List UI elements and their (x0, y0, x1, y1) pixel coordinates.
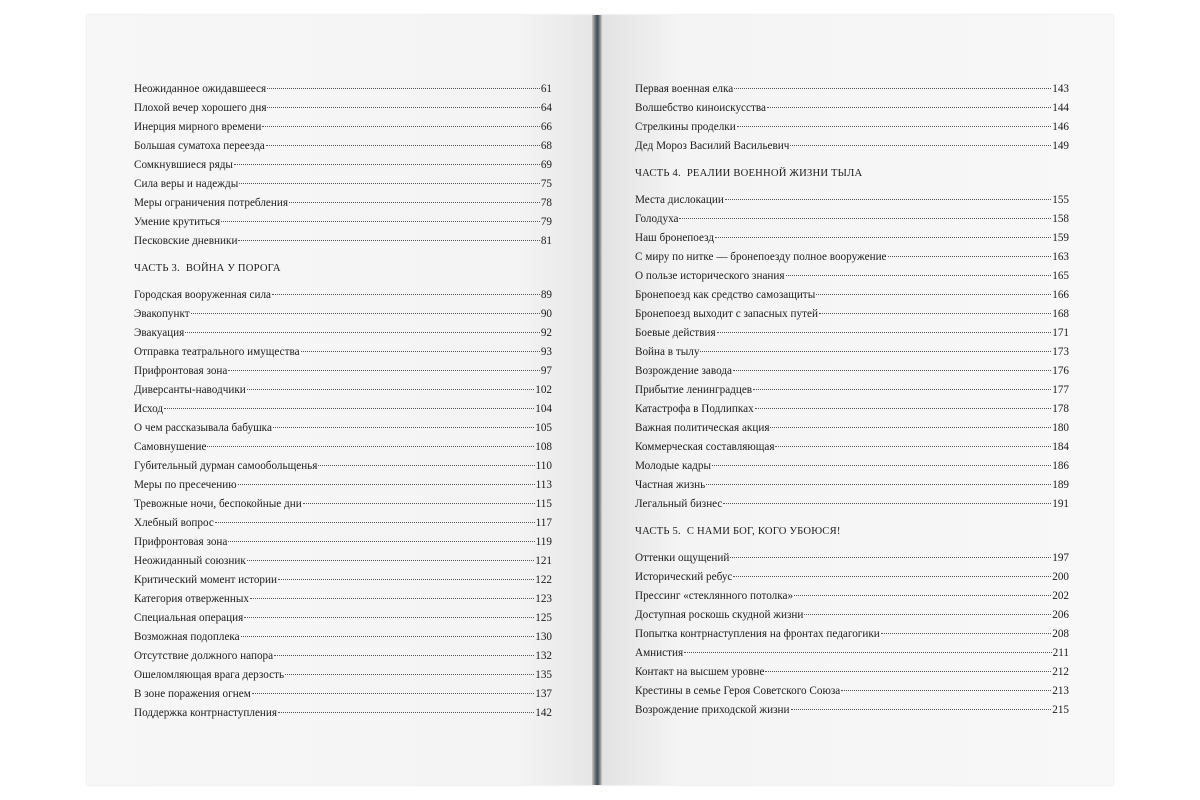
toc-entry (134, 80, 552, 99)
dot-leader (215, 522, 535, 523)
toc-entry (635, 476, 1069, 495)
toc-entry-title: Дед Мороз Василий Васильевич (635, 140, 790, 152)
toc-entry (134, 628, 552, 647)
dot-leader (712, 465, 1051, 466)
toc-entry-title: В зоне поражения огнем (134, 688, 251, 700)
toc-entry-page: 90 (540, 308, 552, 320)
toc-entry-title: Оттенки ощущений (635, 552, 730, 564)
toc-entry (635, 118, 1069, 137)
toc-entry-page: 177 (1052, 384, 1069, 396)
toc-entry-page: 180 (1052, 422, 1069, 434)
toc-entry-title: Легальный бизнес (635, 498, 723, 510)
part-title: ВОЙНА У ПОРОГА (185, 263, 281, 274)
toc-entry-page: 119 (535, 536, 552, 548)
toc-entry (134, 362, 552, 381)
dot-leader (706, 484, 1051, 485)
dot-leader (185, 332, 540, 333)
toc-entry-page: 117 (535, 517, 552, 529)
toc-entry-title: Амнистия (635, 647, 684, 659)
toc-entry (635, 438, 1069, 457)
dot-leader (266, 145, 540, 146)
dot-leader (819, 313, 1051, 314)
toc-entry-title: Городская вооруженная сила (134, 289, 271, 301)
toc-entry (134, 419, 552, 438)
toc-entry-title: Возрождение завода (635, 365, 733, 377)
toc-entry-title: Эвакопункт (134, 308, 190, 320)
toc-entry (635, 587, 1069, 606)
toc-entry-page: 97 (540, 365, 552, 377)
dot-leader (274, 655, 534, 656)
toc-entry-title: Неожиданное ожидавшееся (134, 83, 267, 95)
toc-entry (134, 232, 552, 251)
toc-entry-title: Боевые действия (635, 327, 716, 339)
dot-leader (238, 240, 539, 241)
toc-entry-title: Контакт на высшем уровне (635, 666, 765, 678)
toc-entry-page: 146 (1052, 121, 1069, 133)
toc-entry-page: 189 (1052, 479, 1069, 491)
toc-entry (635, 191, 1069, 210)
toc-entry (635, 701, 1069, 720)
dot-leader (221, 221, 540, 222)
dot-leader (301, 351, 540, 352)
toc-entry (134, 286, 552, 305)
toc-entry (134, 137, 552, 156)
toc-entry-title: Сомкнувшиеся ряды (134, 159, 233, 171)
dot-leader (191, 313, 540, 314)
toc-entry-title: Частная жизнь (635, 479, 706, 491)
dot-leader (734, 88, 1051, 89)
toc-entry-title: Ошеломляющая врага дерзость (134, 669, 285, 681)
dot-leader (239, 183, 540, 184)
part-5-heading (635, 522, 1069, 541)
dot-leader (273, 427, 534, 428)
toc-entry-title: Неожиданный союзник (134, 555, 246, 567)
dot-leader (767, 107, 1051, 108)
toc-entry (134, 213, 552, 232)
toc-entry (134, 343, 552, 362)
dot-leader (267, 88, 540, 89)
toc-entry-title: Война в тылу (635, 346, 700, 358)
toc-entry-title: Поддержка контрнаступления (134, 707, 278, 719)
dot-leader (770, 427, 1051, 428)
toc-entry (134, 438, 552, 457)
dot-leader (730, 557, 1051, 558)
toc-entry-page: 61 (540, 83, 552, 95)
toc-entry-title: О чем рассказывала бабушка (134, 422, 272, 434)
dot-leader (791, 709, 1052, 710)
toc-entry (635, 606, 1069, 625)
toc-right (635, 80, 1069, 720)
toc-entry-title: Молодые кадры (635, 460, 711, 472)
toc-entry-page: 108 (535, 441, 552, 453)
dot-leader (238, 484, 535, 485)
dot-leader (794, 595, 1051, 596)
dot-leader (247, 389, 534, 390)
toc-entry-title: Коммерческая составляющая (635, 441, 775, 453)
toc-entry (134, 590, 552, 609)
toc-entry-page: 166 (1052, 289, 1069, 301)
toc-entry-page: 66 (540, 121, 552, 133)
toc-entry (635, 419, 1069, 438)
toc-entry-title: О пользе исторического знания (635, 270, 785, 282)
dot-leader (733, 370, 1051, 371)
toc-entry (134, 457, 552, 476)
dot-leader (164, 408, 534, 409)
toc-entry-title: Прибытие ленинградцев (635, 384, 753, 396)
toc-entry-title: С миру по нитке — бронепоезду полное вооружение (635, 251, 887, 263)
dot-leader (285, 674, 534, 675)
toc-entry-title: Волшебство киноискусства (635, 102, 766, 114)
dot-leader (318, 465, 534, 466)
toc-entry (134, 156, 552, 175)
toc-entry-title: Прессинг «стеклянного потолка» (635, 590, 794, 602)
toc-entry-title: Попытка контрнаступления на фронтах педагогики (635, 628, 880, 640)
part-title: С НАМИ БОГ, КОГО УБОЮСЯ! (686, 526, 841, 537)
toc-entry-page: 135 (535, 669, 552, 681)
toc-entry (134, 118, 552, 137)
toc-entry-page: 173 (1052, 346, 1069, 358)
toc-entry (635, 229, 1069, 248)
toc-entry-page: 113 (535, 479, 552, 491)
toc-entry-page: 215 (1052, 704, 1069, 716)
toc-entry (635, 549, 1069, 568)
dot-leader (684, 652, 1052, 653)
toc-entry-title: Первая военная елка (635, 83, 734, 95)
toc-entry-page: 178 (1052, 403, 1069, 415)
toc-entry-page: 115 (535, 498, 552, 510)
toc-entry-page: 202 (1052, 590, 1069, 602)
toc-entry-page: 104 (535, 403, 552, 415)
toc-entry (635, 682, 1069, 701)
toc-entry (134, 324, 552, 343)
toc-entry-title: Песковские дневники (134, 235, 238, 247)
toc-entry (134, 495, 552, 514)
toc-entry-page: 121 (535, 555, 552, 567)
toc-entry-title: Самовнушение (134, 441, 207, 453)
dot-leader (303, 503, 535, 504)
toc-entry-page: 165 (1052, 270, 1069, 282)
dot-leader (272, 294, 540, 295)
toc-entry-page: 208 (1052, 628, 1069, 640)
toc-entry (134, 305, 552, 324)
toc-entry-title: Критический момент истории (134, 574, 277, 586)
dot-leader (755, 408, 1052, 409)
toc-entry-page: 144 (1052, 102, 1069, 114)
toc-entry-title: Меры ограничения потребления (134, 197, 288, 209)
right-page (602, 15, 1113, 785)
dot-leader (252, 693, 534, 694)
toc-entry (635, 362, 1069, 381)
toc-entry-page: 125 (535, 612, 552, 624)
toc-entry (134, 175, 552, 194)
dot-leader (244, 617, 534, 618)
toc-entry-title: Губительный дурман самообольщенья (134, 460, 318, 472)
dot-leader (786, 275, 1052, 276)
toc-entry-page: 78 (540, 197, 552, 209)
toc-entry (635, 286, 1069, 305)
toc-entry (134, 99, 552, 118)
toc-entry-title: Исход (134, 403, 164, 415)
toc-entry-title: Возрождение приходской жизни (635, 704, 790, 716)
dot-leader (881, 633, 1051, 634)
toc-entry-title: Хлебный вопрос (134, 517, 214, 529)
toc-entry (134, 476, 552, 495)
toc-entry-page: 184 (1052, 441, 1069, 453)
toc-entry-title: Категория отверженных (134, 593, 250, 605)
toc-entry-page: 186 (1052, 460, 1069, 472)
toc-entry-title: Прифронтовая зона (134, 536, 228, 548)
toc-entry-title: Прифронтовая зона (134, 365, 228, 377)
toc-entry (635, 80, 1069, 99)
toc-entry-title: Сила веры и надежды (134, 178, 239, 190)
toc-entry-page: 171 (1052, 327, 1069, 339)
toc-entry-page: 89 (540, 289, 552, 301)
toc-entry-title: Наш бронепоезд (635, 232, 715, 244)
toc-entry-page: 206 (1052, 609, 1069, 621)
toc-entry-page: 105 (535, 422, 552, 434)
toc-entry (635, 305, 1069, 324)
toc-entry (635, 343, 1069, 362)
toc-entry (635, 381, 1069, 400)
toc-entry-title: Умение крутиться (134, 216, 221, 228)
toc-entry-title: Доступная роскошь скудной жизни (635, 609, 804, 621)
dot-leader (775, 446, 1051, 447)
toc-entry-title: Диверсанты-наводчики (134, 384, 246, 396)
toc-entry-title: Катастрофа в Подлипках (635, 403, 754, 415)
toc-entry-page: 176 (1052, 365, 1069, 377)
toc-entry-title: Отправка театрального имущества (134, 346, 300, 358)
toc-entry-title: Тревожные ночи, беспокойные дни (134, 498, 302, 510)
toc-entry-page: 69 (540, 159, 552, 171)
toc-entry (134, 704, 552, 723)
toc-entry (635, 267, 1069, 286)
toc-entry-page: 110 (535, 460, 552, 472)
dot-leader (278, 579, 534, 580)
toc-entry-page: 155 (1052, 194, 1069, 206)
toc-entry-title: Бронепоезд выходит с запасных путей (635, 308, 818, 320)
toc-entry (635, 457, 1069, 476)
dot-leader (228, 370, 539, 371)
toc-entry-page: 200 (1052, 571, 1069, 583)
part-title: РЕАЛИИ ВОЕННОЙ ЖИЗНИ ТЫЛА (686, 168, 863, 179)
dot-leader (816, 294, 1051, 295)
toc-entry (134, 381, 552, 400)
toc-entry (635, 99, 1069, 118)
toc-entry-page: 213 (1052, 685, 1069, 697)
toc-entry (134, 533, 552, 552)
toc-entry (134, 685, 552, 704)
dot-leader (700, 351, 1051, 352)
toc-entry-page: 68 (540, 140, 552, 152)
toc-entry-page: 102 (535, 384, 552, 396)
toc-entry-page: 211 (1052, 647, 1069, 659)
toc-entry-page: 163 (1052, 251, 1069, 263)
dot-leader (765, 671, 1051, 672)
toc-entry-title: Плохой вечер хорошего дня (134, 102, 267, 114)
dot-leader (250, 598, 534, 599)
left-page (87, 15, 592, 785)
toc-entry (635, 625, 1069, 644)
toc-entry-page: 149 (1052, 140, 1069, 152)
dot-leader (804, 614, 1051, 615)
toc-entry-page: 197 (1052, 552, 1069, 564)
toc-entry (134, 609, 552, 628)
toc-entry-page: 92 (540, 327, 552, 339)
toc-entry (134, 514, 552, 533)
toc-entry (635, 644, 1069, 663)
toc-entry-page: 75 (540, 178, 552, 190)
toc-entry (635, 324, 1069, 343)
dot-leader (753, 389, 1051, 390)
part-number: ЧАСТЬ 4. (635, 168, 681, 179)
toc-entry (134, 647, 552, 666)
part-number: ЧАСТЬ 5. (635, 526, 681, 537)
part-number: ЧАСТЬ 3. (134, 263, 180, 274)
toc-entry-page: 64 (540, 102, 552, 114)
toc-entry-title: Большая суматоха переезда (134, 140, 265, 152)
dot-leader (715, 237, 1051, 238)
dot-leader (733, 576, 1051, 577)
book-gutter (592, 15, 602, 785)
dot-leader (247, 560, 534, 561)
dot-leader (262, 126, 539, 127)
toc-entry-title: Крестины в семье Героя Советского Союза (635, 685, 841, 697)
dot-leader (228, 541, 534, 542)
toc-entry-title: Голодуха (635, 213, 679, 225)
toc-entry (635, 248, 1069, 267)
toc-entry-page: 79 (540, 216, 552, 228)
toc-entry-title: Исторический ребус (635, 571, 733, 583)
dot-leader (234, 164, 540, 165)
toc-entry-page: 158 (1052, 213, 1069, 225)
toc-entry-page: 81 (540, 235, 552, 247)
dot-leader (207, 446, 534, 447)
toc-entry-title: Инерция мирного времени (134, 121, 262, 133)
toc-entry-page: 122 (535, 574, 552, 586)
dot-leader (888, 256, 1052, 257)
dot-leader (241, 636, 535, 637)
dot-leader (737, 126, 1051, 127)
toc-entry-page: 137 (535, 688, 552, 700)
toc-entry (134, 194, 552, 213)
toc-entry (134, 666, 552, 685)
toc-entry (134, 400, 552, 419)
toc-entry-page: 168 (1052, 308, 1069, 320)
toc-entry-title: Бронепоезд как средство самозащиты (635, 289, 816, 301)
dot-leader (790, 145, 1051, 146)
dot-leader (841, 690, 1051, 691)
toc-entry (134, 552, 552, 571)
toc-left (134, 80, 552, 723)
dot-leader (725, 199, 1051, 200)
toc-entry (635, 663, 1069, 682)
toc-entry (635, 400, 1069, 419)
toc-entry-page: 142 (535, 707, 552, 719)
toc-entry-title: Важная политическая акция (635, 422, 770, 434)
toc-entry-title: Специальная операция (134, 612, 244, 624)
toc-entry-page: 191 (1052, 498, 1069, 510)
toc-entry (134, 571, 552, 590)
part-3-heading (134, 259, 552, 278)
toc-entry-page: 159 (1052, 232, 1069, 244)
toc-entry-title: Места дислокации (635, 194, 724, 206)
dot-leader (278, 712, 534, 713)
toc-entry (635, 568, 1069, 587)
toc-entry-title: Возможная подоплека (134, 631, 240, 643)
toc-entry-page: 212 (1052, 666, 1069, 678)
dot-leader (267, 107, 539, 108)
dot-leader (717, 332, 1052, 333)
dot-leader (289, 202, 540, 203)
toc-entry-title: Эвакуация (134, 327, 185, 339)
toc-entry-page: 130 (535, 631, 552, 643)
toc-entry-title: Отсутствие должного напора (134, 650, 274, 662)
toc-entry-title: Меры по пресечению (134, 479, 237, 491)
dot-leader (723, 503, 1051, 504)
dot-leader (679, 218, 1051, 219)
toc-entry (635, 495, 1069, 514)
toc-entry-page: 143 (1052, 83, 1069, 95)
toc-entry (635, 210, 1069, 229)
toc-entry-page: 123 (535, 593, 552, 605)
toc-entry-page: 93 (540, 346, 552, 358)
book-spread (87, 15, 1113, 785)
part-4-heading (635, 164, 1069, 183)
toc-entry-page: 132 (535, 650, 552, 662)
toc-entry (635, 137, 1069, 156)
toc-entry-title: Стрелкины проделки (635, 121, 736, 133)
